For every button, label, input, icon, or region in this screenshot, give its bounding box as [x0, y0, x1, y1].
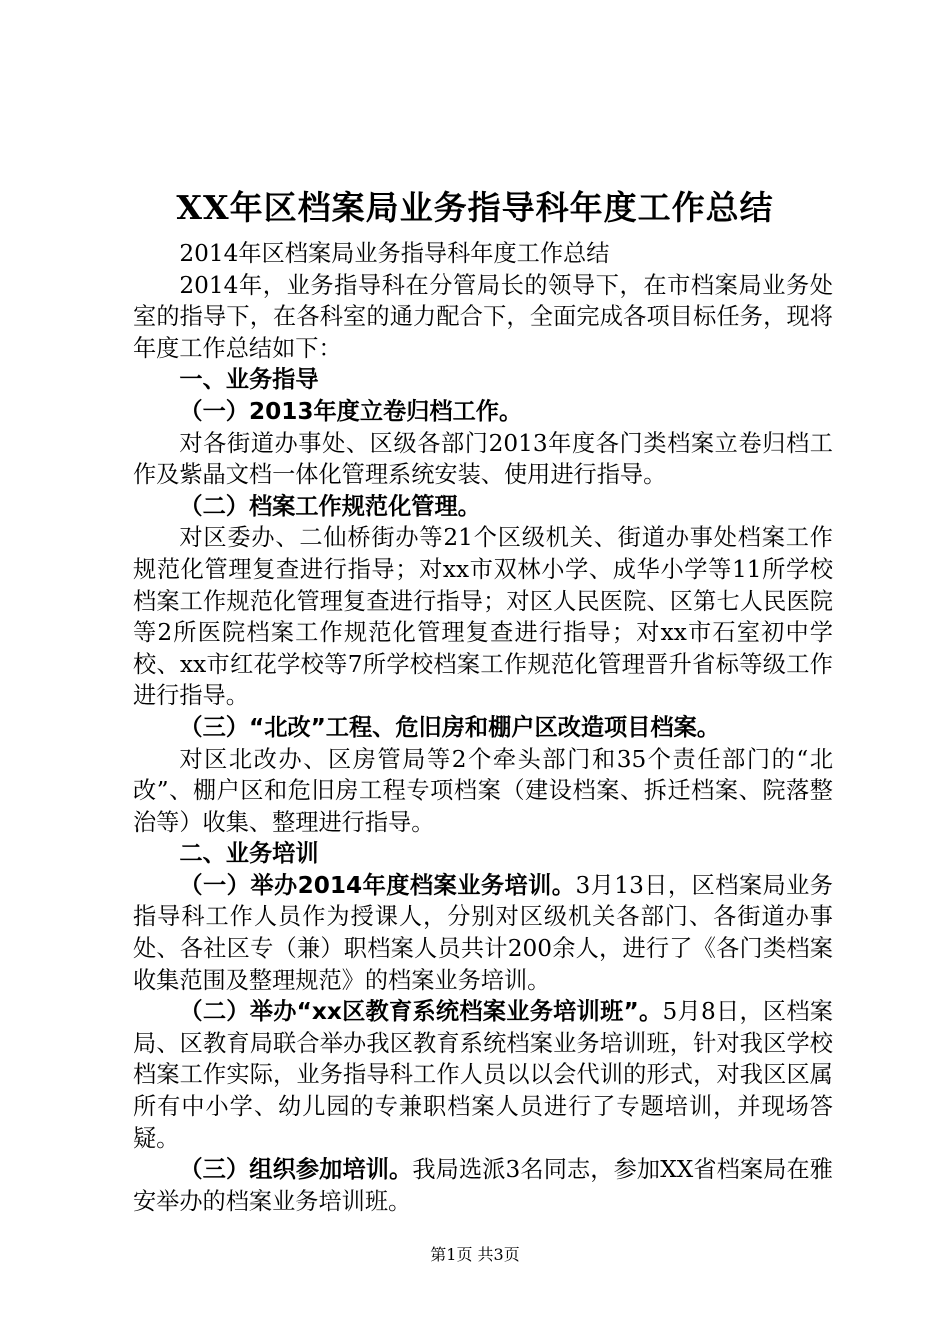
paragraph: 对区北改办、区房管局等2个牵头部门和35个责任部门的“北改”、棚户区和危旧房工程专项档案（建设档案、拆迁档案、院落整治等）收集、整理进行指导。	[133, 745, 833, 836]
section-heading: 一、业务指导	[179, 366, 319, 394]
paragraph: 2014年，业务指导科在分管局长的领导下，在市档案局业务处室的指导下，在各科室的通力配合下，全面完成各项目标任务，现将年度工作总结如下：	[133, 271, 833, 362]
paragraph	[133, 1154, 833, 1217]
paragraph: 对区委办、二仙桥街办等21个区级机关、街道办事处档案工作规范化管理复查进行指导；对xx市双林小学、成华小学等11所学校档案工作规范化管理复查进行指导；对区人民医院、区第七人民医院等2所医院档案工作规范化管理复查进行指导；对xx市石室初中学校、xx市红花学校等7所学校档案工作规范化管理晋升省标等级工作进行指导。	[133, 524, 833, 710]
paragraph	[133, 870, 833, 996]
paragraph-text: 5月8日，区档案局、区教育局联合举办我区教育系统档案业务培训班，针对我区学校档案工作实际，业务指导科工作人员以以会代训的形式，对我区区属所有中小学、幼儿园的专兼职档案人员进行了专题培训，并现场答疑。	[133, 998, 833, 1152]
subsection-heading: （二）档案工作规范化管理。	[179, 492, 481, 520]
inline-heading: （二）举办“xx区教育系统档案业务培训班”。	[179, 998, 663, 1026]
subsection-heading: （三）“北改”工程、危旧房和棚户区改造项目档案。	[179, 713, 720, 741]
paragraph	[133, 996, 833, 1154]
document-body	[133, 238, 833, 1217]
paragraph: 2014年区档案局业务指导科年度工作总结	[179, 240, 610, 267]
inline-heading: （一）举办2014年度档案业务培训。	[179, 871, 576, 899]
inline-heading: （三）组织参加培训。	[179, 1156, 413, 1184]
paragraph: 对各街道办事处、区级各部门2013年度各门类档案立卷归档工作及紫晶文档一体化管理系统安装、使用进行指导。	[133, 429, 833, 489]
paragraph-text: 3月13日，区档案局业务指导科工作人员作为授课人，分别对区级机关各部门、各街道办事处、各社区专（兼）职档案人员共计200余人，进行了《各门类档案收集范围及整理规范》的档案业务培训。	[133, 871, 833, 994]
subsection-heading: （一）2013年度立卷归档工作。	[179, 397, 523, 425]
section-heading: 二、业务培训	[179, 840, 319, 868]
document-title: XX年区档案局业务指导科年度工作总结	[176, 188, 774, 227]
paragraph-text: 我局选派3名同志，参加XX省档案局在雅安举办的档案业务培训班。	[133, 1156, 833, 1215]
page-number: 第1页 共3页	[430, 1245, 520, 1264]
